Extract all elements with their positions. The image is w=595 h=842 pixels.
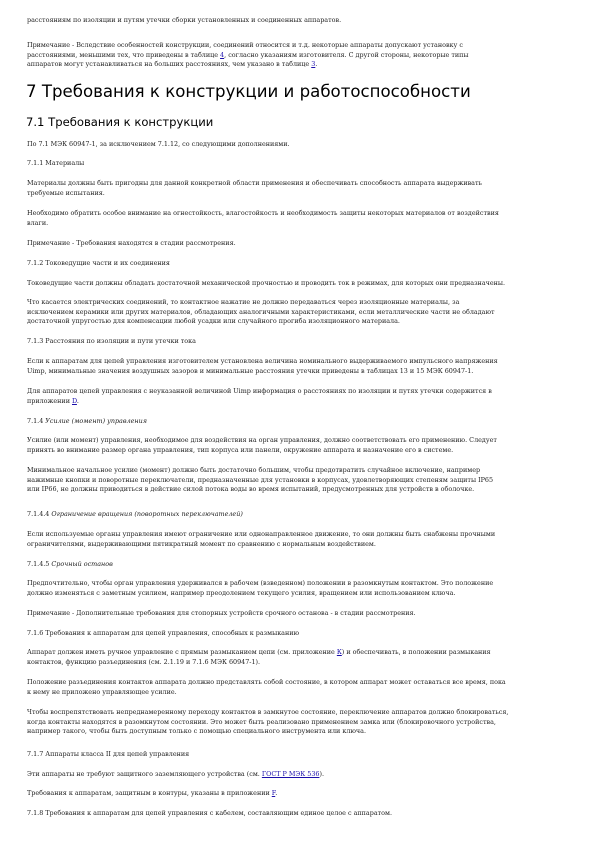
top-line: расстояниям по изоляции и путям утечки сборки установленных и соединенных аппаратов.	[27, 16, 342, 24]
s716-paragraph-2: Положение разъединения контактов аппарата должно представлять собой состояние, в котором аппарат может оставаться все время, пока к нему не приложено управляющее усилие.	[27, 678, 506, 696]
gost-link[interactable]: ГОСТ Р МЭК 536	[261, 770, 320, 778]
s711-title: 7.1.1 Материалы	[27, 159, 85, 167]
s7145-paragraph: Предпочтительно, чтобы орган управления удерживался в рабочем (взведенном) положении в разомкнутым контактом. Это положение должно изменяться с заметным усилием, например преодолением текущего усилия, вращением или использованием ключа.	[27, 579, 494, 597]
s7144-title: 7.1.4.4 Ограничение вращения (поворотных переключателей)	[27, 510, 243, 518]
appendix-d-link[interactable]: D	[72, 396, 77, 405]
s712-title: 7.1.2 Токоведущие части и их соединения	[27, 259, 170, 267]
s711-note: Примечание - Требования находятся в стадии рассмотрения.	[27, 239, 236, 247]
note1-line3: аппаратов могут устанавливаться на больших расстояниях, чем указано в таблице 3.	[27, 60, 318, 68]
s714-title: 7.1.4 Усилие (момент) управления	[27, 417, 147, 425]
section-title: 7 Требования к конструкции и работоспособности	[26, 82, 471, 101]
note1-line1: Примечание - Вследствие особенностей конструкции, соединений относится и т.д. некоторые аппараты допускают установку с	[27, 41, 463, 49]
s712-paragraph-1: Токоведущие части должны обладать достаточной механической прочностью и проводить ток в режимах, для которых они предназначены.	[27, 279, 506, 287]
s713-title: 7.1.3 Расстояния по изоляции и пути утечки тока	[27, 337, 196, 345]
s7145-title: 7.1.4.5 Срочный останов	[27, 560, 113, 568]
appendix-f-link[interactable]: F	[271, 789, 276, 797]
s717-paragraph-1: Эти аппараты не требуют защитного заземляющего устройства (см. ГОСТ Р МЭК 536).	[27, 770, 324, 778]
note-installation-distances	[27, 41, 567, 70]
s713-paragraph-1: Если к аппаратам для цепей управления изготовителем установлена величина номинального выдерживаемого импульсного напряжения Uimp, минимальные значения воздушных зазоров и минимальные расстояния утечки приведены в таблицах 13 и 15 МЭК 60947-1.	[27, 357, 498, 375]
s711-paragraph-2: Необходимо обратить особое внимание на огнестойкость, влагостойкость и необходимость защиты некоторых материалов от воздействия влаги.	[27, 209, 499, 227]
s716-title: 7.1.6 Требования к аппаратам для цепей управления, способных к размыканию	[27, 629, 300, 637]
s713-paragraph-2: Для аппаратов цепей управления с неуказанной величиной Uimp информация о расстояниях по изоляции и путях утечки содержится в приложении D.	[27, 387, 492, 405]
subsection-title: 7.1 Требования к конструкции	[26, 115, 214, 129]
s7145-note: Примечание - Дополнительные требования для стопорных устройств срочного останова - в стадии рассмотрения.	[27, 609, 416, 617]
s716-paragraph-3: Чтобы воспрепятствовать непреднамеренному переходу контактов в замкнутое состояние, переключение аппаратов должно блокироваться, когда контакты находятся в разомкнутом состоянии. Это может быть реализовано применением замка или (блокировочного устройства, например такого, чтобы быть доступным только с помощью специального инструмента или ключа.	[27, 708, 509, 735]
s714-paragraph-2: Минимальное начальное усилие (момент) должно быть достаточно большим, чтобы предотвратить случайное включение, например нажимные кнопки и поворотные переключатели, предназначенные для установки в корпусах, удовлетворяющих степеням защиты IP65 или IP66, не должны приводиться в действие силой потока воды во время испытаний, предусмотренных для устройств в оболочке.	[27, 466, 494, 493]
note1-line2: расстояниями, меньшими тех, что приведены в таблице 4, согласно указаниям изготовителя. С другой стороны, некоторые типы	[27, 50, 469, 59]
s714-paragraph-1: Усилие (или момент) управления, необходимое для воздействия на орган управления, должно соответствовать его применению. Следует принять во внимание размер органа управления, тип корпуса или панели, окружение аппарата и назначение его в системе.	[27, 436, 497, 454]
s716-paragraph-1: Аппарат должен иметь ручное управление с прямым размыканием цепи (см. приложение К) и обеспечивать, в положении размыкания контактов, функцию разъединения (см. 2.1.19 и 7.1.6 МЭК 60947-1).	[27, 648, 491, 666]
intro-paragraph: По 7.1 МЭК 60947-1, за исключением 7.1.12, со следующими дополнениями.	[27, 140, 290, 148]
s717-paragraph-2: Требования к аппаратам, защитным в контуры, указаны в приложении F.	[27, 789, 278, 797]
s717-title: 7.1.7 Аппараты класса II для цепей управления	[27, 750, 190, 758]
appendix-k-link[interactable]: К	[336, 648, 342, 656]
s718-title: 7.1.8 Требования к аппаратам для цепей управления с кабелем, составляющим единое целое с аппаратом.	[27, 809, 393, 817]
s711-paragraph-1: Материалы должны быть пригодны для данной конкретной области применения и обеспечивать способность аппарата выдерживать требуемые испытания.	[27, 179, 483, 197]
s7144-paragraph: Если используемые органы управления имеют ограничение или однонаправленное движение, то они должны быть снабжены прочными ограничителями, выдерживающими пятикратный момент по сравнению с нормальным воздействием.	[27, 530, 496, 548]
table-4-link[interactable]: 4	[220, 50, 225, 59]
table-3-link[interactable]: 3	[311, 60, 316, 68]
s712-paragraph-2: Что касается электрических соединений, то контактное нажатие не должно передаваться через изоляционные материалы, за исключением керамики или других материалов, обладающих аналогичными характеристиками, если металлические части не обладают достаточной упругостью для компенсации любой усадки или случайного прогиба изоляционного материала.	[27, 298, 495, 325]
